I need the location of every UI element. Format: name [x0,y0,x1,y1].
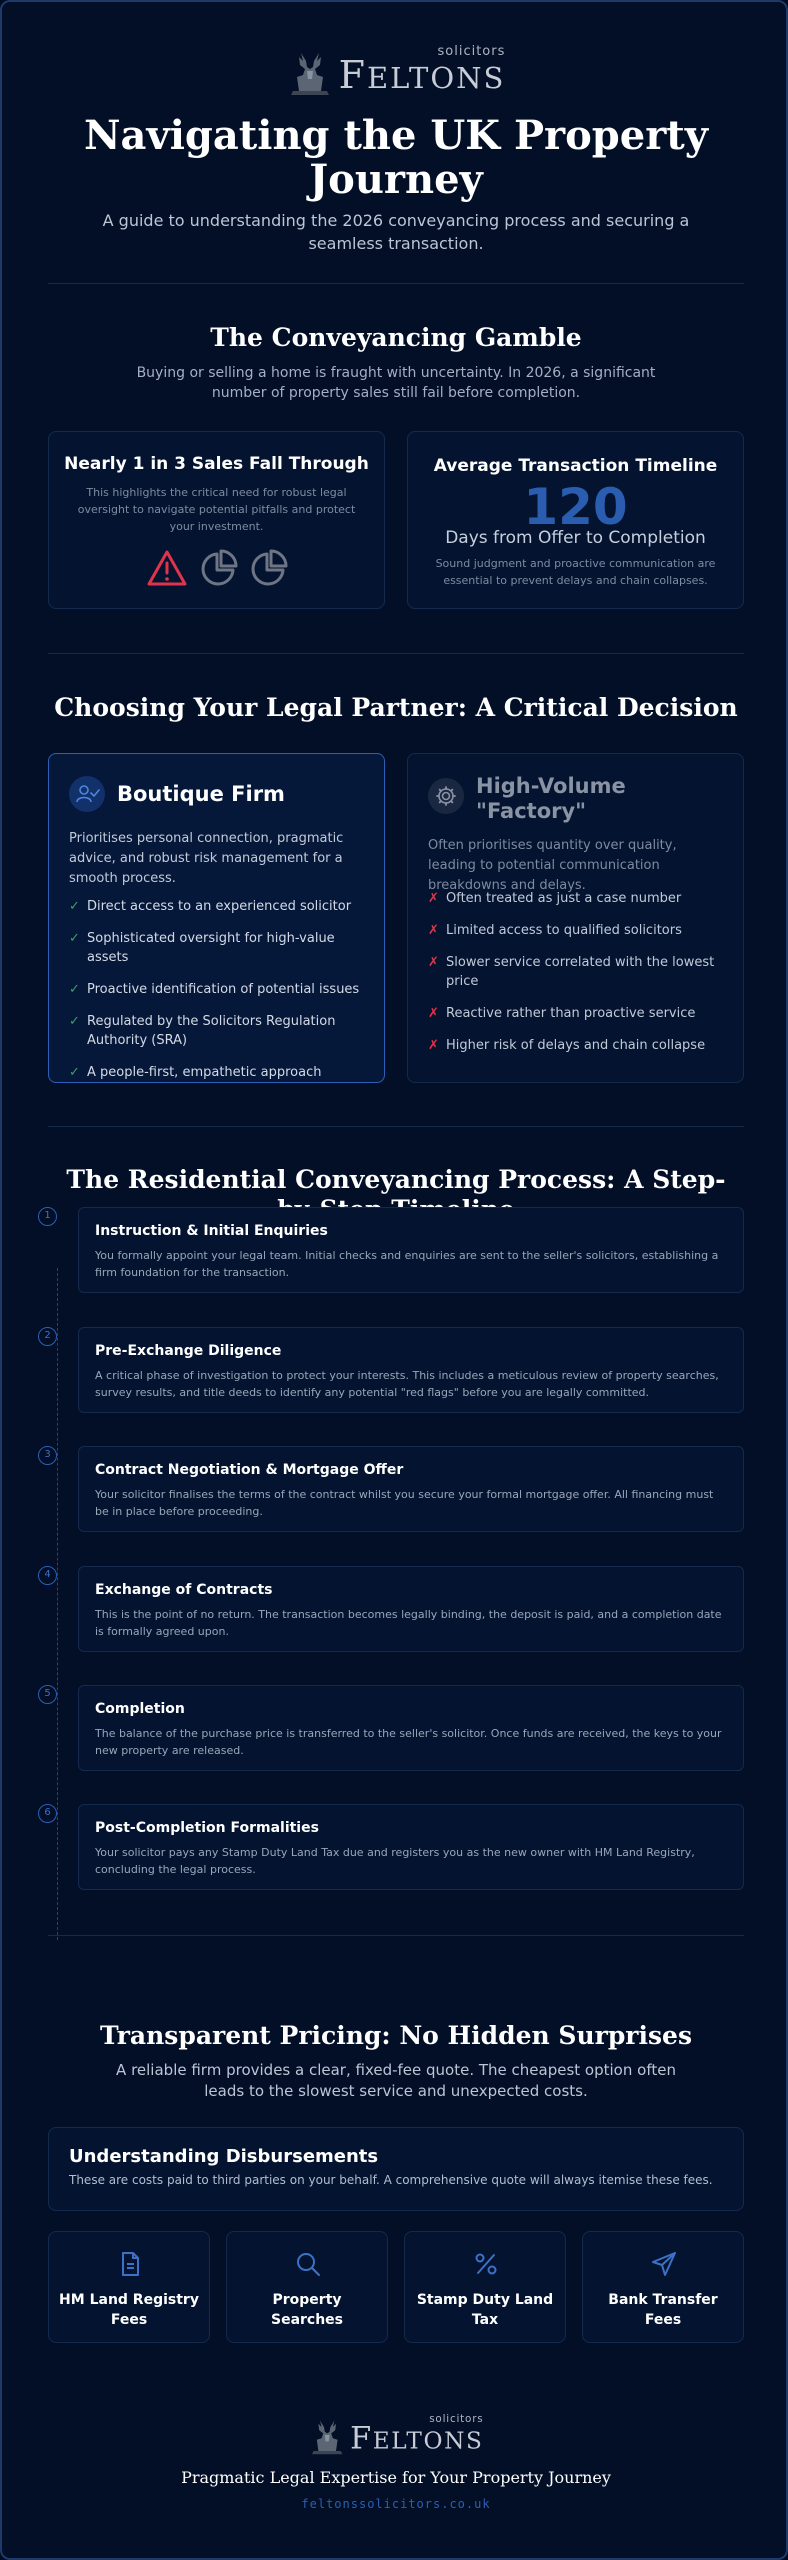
step-number: 3 [38,1446,57,1465]
footer-website-link[interactable]: feltonssolicitors.co.uk [301,2497,491,2511]
gamble-heading: The Conveyancing Gamble [210,323,582,352]
list-item: ✗ Often treated as just a case number [428,891,682,906]
divider [48,283,744,284]
pricing-heading: Transparent Pricing: No Hidden Surprises [99,2021,693,2050]
step-description: Your solicitor finalises the terms of the contract whilst you secure your formal mortgage offer. All financing must be in place before proceeding. [95,1488,714,1518]
timeline-step [78,1804,744,1890]
brand-small-text: solicitors [437,44,506,59]
footer-logo[interactable] [81,2415,711,2456]
step-number: 5 [38,1685,57,1704]
boutique-description: Prioritises personal connection, pragmatic advice, and robust risk management for a smooth process. [69,831,344,886]
stat-big-number: 120 [523,478,628,536]
fee-card-searches [226,2231,388,2343]
divider [48,653,744,654]
stat-card-timeline [407,431,744,609]
boutique-title: Boutique Firm [117,782,285,806]
brand-name-rest: ELTONS [366,61,506,95]
step-description: A critical phase of investigation to protect your interests. This includes a meticulous review of property searches, survey results, and title deeds to identify any potential "red flags" before you are legally committed. [95,1369,719,1399]
stat-description: This highlights the critical need for robust legal oversight to navigate potential pitfalls and protect your investment. [77,486,356,533]
user-check-icon [69,776,105,812]
disbursements-title: Understanding Disbursements [69,2146,379,2167]
step-title: Exchange of Contracts [95,1582,273,1598]
fee-label: Bank Transfer Fees [608,2292,718,2328]
stat-description: Sound judgment and proactive communication are essential to prevent delays and chain collapses. [435,557,716,587]
step-description: The balance of the purchase price is transferred to the seller's solicitor. Once funds are received, the keys to your new property are released. [95,1727,722,1757]
divider [48,1126,744,1127]
step-description: This is the point of no return. The transaction becomes legally binding, the deposit is paid, and a completion date is formally agreed upon. [95,1608,722,1638]
list-item: ✓ Direct access to an experienced solicitor [69,899,352,914]
brand-wordmark [339,46,506,97]
disbursements-card [48,2127,744,2211]
timeline-step [78,1327,744,1413]
step-number: 6 [38,1804,57,1823]
gear-icon [428,778,464,814]
boutique-list [69,897,364,1095]
list-item: ✗ Reactive rather than proactive service [428,1006,696,1021]
brand-small-text: solicitors [429,2413,484,2426]
stat-title: Average Transaction Timeline [433,456,718,476]
list-item: ✓ Regulated by the Solicitors Regulation Authority (SRA) [69,1014,336,1048]
divider [48,1935,744,1936]
list-item: ✓ Proactive identification of potential issues [69,982,360,997]
page-subtitle: A guide to understanding the 2026 conveyancing process and securing a seamless transaction. [102,211,690,253]
percent-icon [472,2250,500,2278]
step-title: Contract Negotiation & Mortgage Offer [95,1462,404,1478]
step-number: 4 [38,1566,57,1585]
pie-chart-icon [250,549,288,587]
stag-emblem-icon [287,47,333,97]
disbursements-description: These are costs paid to third parties on your behalf. A comprehensive quote will always itemise these fees. [69,2173,713,2187]
fee-card-land-registry [48,2231,210,2343]
factory-firm-card [407,753,744,1083]
stat-icons [49,549,384,587]
list-item: ✓ A people-first, empathetic approach [69,1065,322,1080]
list-item: ✓ Sophisticated oversight for high-value assets [69,931,335,965]
stat-card-fall-through [48,431,385,609]
step-number: 2 [38,1327,57,1346]
warning-triangle-icon [146,549,188,587]
factory-list [428,889,723,1068]
footer-tagline: Pragmatic Legal Expertise for Your Property Journey [181,2468,611,2487]
boutique-firm-card [48,753,385,1083]
timeline-step [78,1566,744,1652]
factory-title: High-Volume "Factory" [476,774,626,823]
stat-label: Days from Offer to Completion [445,528,706,548]
brand-initial: F [350,2420,373,2456]
stat-title: Nearly 1 in 3 Sales Fall Through [64,454,369,474]
step-description: You formally appoint your legal team. Initial checks and enquiries are sent to the seller's solicitors, establishing a firm foundation for the transaction. [95,1249,719,1279]
fee-label: HM Land Registry Fees [59,2292,199,2328]
partner-heading: Choosing Your Legal Partner: A Critical Decision [54,693,738,722]
pricing-subtitle: A reliable firm provides a clear, fixed-fee quote. The cheapest option often leads to the slowest service and unexpected costs. [116,2061,676,2100]
stag-emblem-icon [308,2415,345,2455]
pie-chart-icon [200,549,238,587]
step-title: Instruction & Initial Enquiries [95,1223,328,1239]
gamble-subtitle: Buying or selling a home is fraught with uncertainty. In 2026, a significant number of property sales still fail before completion. [136,365,656,401]
search-icon [294,2250,322,2278]
fee-card-stamp-duty [404,2231,566,2343]
list-item: ✗ Higher risk of delays and chain collapse [428,1038,706,1053]
send-icon [650,2250,678,2278]
brand-wordmark [350,2415,483,2456]
step-description: Your solicitor pays any Stamp Duty Land Tax due and registers you as the new owner with HM Land Registry, concluding the legal process. [95,1846,695,1876]
fee-label: Property Searches [270,2292,344,2328]
process-heading: The Residential Conveyancing Process: A Step- [66,1165,726,1194]
timeline-step [78,1207,744,1293]
brand-name-rest: ELTONS [372,2427,484,2455]
list-item: ✗ Slower service correlated with the lowest price [428,955,715,989]
list-item: ✗ Limited access to qualified solicitors [428,923,682,938]
fee-card-bank-transfer [582,2231,744,2343]
timeline-line [57,1268,58,1940]
step-title: Post-Completion Formalities [95,1820,319,1836]
document-icon [116,2250,144,2278]
timeline-step [78,1446,744,1532]
factory-description: Often prioritises quantity over quality, leading to potential communication breakdowns and delays. [428,838,677,893]
step-title: Pre-Exchange Diligence [95,1343,282,1359]
page-title: Navigating the UK Property Journey [83,112,708,203]
brand-initial: F [338,53,367,97]
step-number: 1 [38,1207,57,1226]
fee-label: Stamp Duty Land Tax [416,2292,554,2328]
timeline-step [78,1685,744,1771]
header-logo[interactable] [2,46,788,97]
step-title: Completion [95,1701,185,1717]
